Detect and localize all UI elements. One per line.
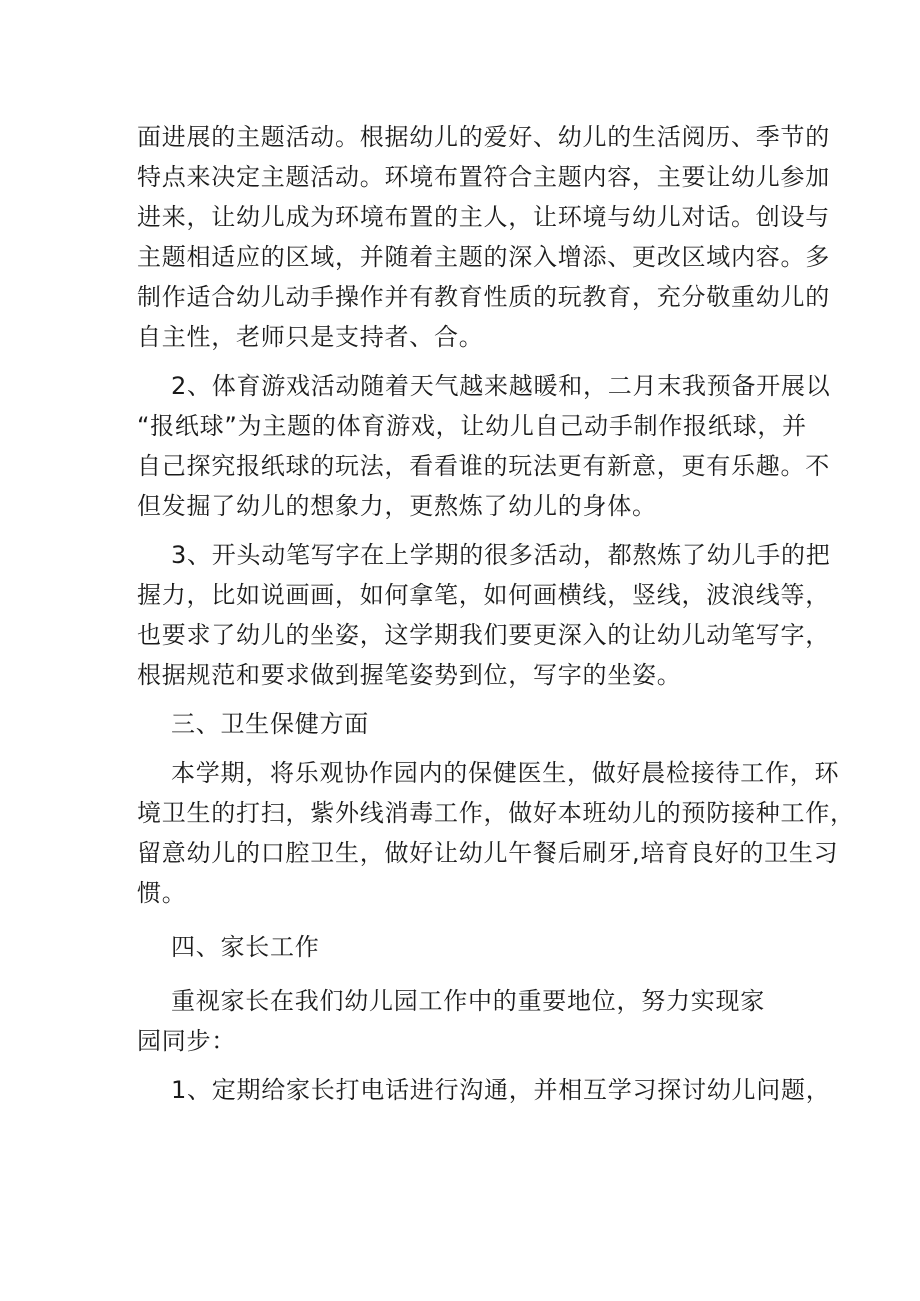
text-line: 自主性，老师只是支持者、合。: [137, 323, 484, 351]
paragraph-writing: [137, 535, 831, 695]
text-line: 留意幼儿的口腔卫生，做好让幼儿午餐后刷牙,培育良好的卫生习: [137, 839, 839, 867]
paragraph-spacer: [137, 913, 797, 927]
paragraph-sports-games: [137, 366, 831, 526]
text-line: 但发掘了幼儿的想象力，更熬炼了幼儿的身体。: [137, 492, 657, 520]
section-heading-health: 三、卫生保健方面: [171, 710, 369, 738]
paragraph-spacer: [137, 1061, 797, 1070]
paragraph-spacer: [137, 744, 797, 753]
text-line: 本学期，将乐观协作园内的保健医生，做好晨检接待工作，环: [171, 759, 840, 787]
text-line: 握力，比如说画画，如何拿笔，如何画横线，竖线，波浪线等，: [137, 581, 830, 609]
text-line: 也要求了幼儿的坐姿，这学期我们要更深入的让幼儿动笔写字，: [137, 621, 830, 649]
paragraph-phone-contact: [137, 1070, 831, 1110]
text-line: “报纸球”为主题的体育游戏，让幼儿自己动手制作报纸球，并: [137, 412, 807, 440]
paragraph-spacer: [137, 526, 797, 535]
text-line: 园同步：: [137, 1027, 236, 1055]
text-line: 自己探究报纸球的玩法，看看谁的玩法更有新意，更有乐趣。不: [137, 452, 830, 480]
text-line: 重视家长在我们幼儿园工作中的重要地位，努力实现家: [171, 987, 765, 1015]
section-heading-parents: 四、家长工作: [171, 933, 320, 961]
paragraph-health-care: [137, 753, 855, 913]
paragraph-parents: [137, 981, 797, 1061]
paragraph-spacer: [137, 695, 797, 704]
text-line: 2、体育游戏活动随着天气越来越暖和，二月末我预备开展以: [171, 372, 831, 400]
paragraph-spacer: [137, 357, 797, 366]
text-line: 1、定期给家长打电话进行沟通，并相互学习探讨幼儿问题，: [171, 1076, 831, 1104]
text-line: 主题相适应的区域，并随着主题的深入增添、更改区域内容。多: [137, 243, 830, 271]
paragraph-theme-activities: [137, 117, 830, 357]
text-line: 面进展的主题活动。根据幼儿的爱好、幼儿的生活阅历、季节的: [137, 123, 830, 151]
text-line: 特点来决定主题活动。环境布置符合主题内容，主要让幼儿参加: [137, 163, 830, 191]
text-line: 进来，让幼儿成为环境布置的主人，让环境与幼儿对话。创设与: [137, 203, 830, 231]
text-line: 惯。: [137, 879, 187, 907]
text-line: 境卫生的打扫，紫外线消毒工作，做好本班幼儿的预防接种工作，: [137, 799, 855, 827]
text-line: 制作适合幼儿动手操作并有教育性质的玩教育，充分敬重幼儿的: [137, 283, 830, 311]
text-line: 根据规范和要求做到握笔姿势到位，写字的坐姿。: [137, 661, 682, 689]
paragraph-spacer: [137, 967, 797, 981]
text-line: 3、开头动笔写字在上学期的很多活动，都熬炼了幼儿手的把: [171, 541, 831, 569]
document-body: [137, 117, 855, 1110]
